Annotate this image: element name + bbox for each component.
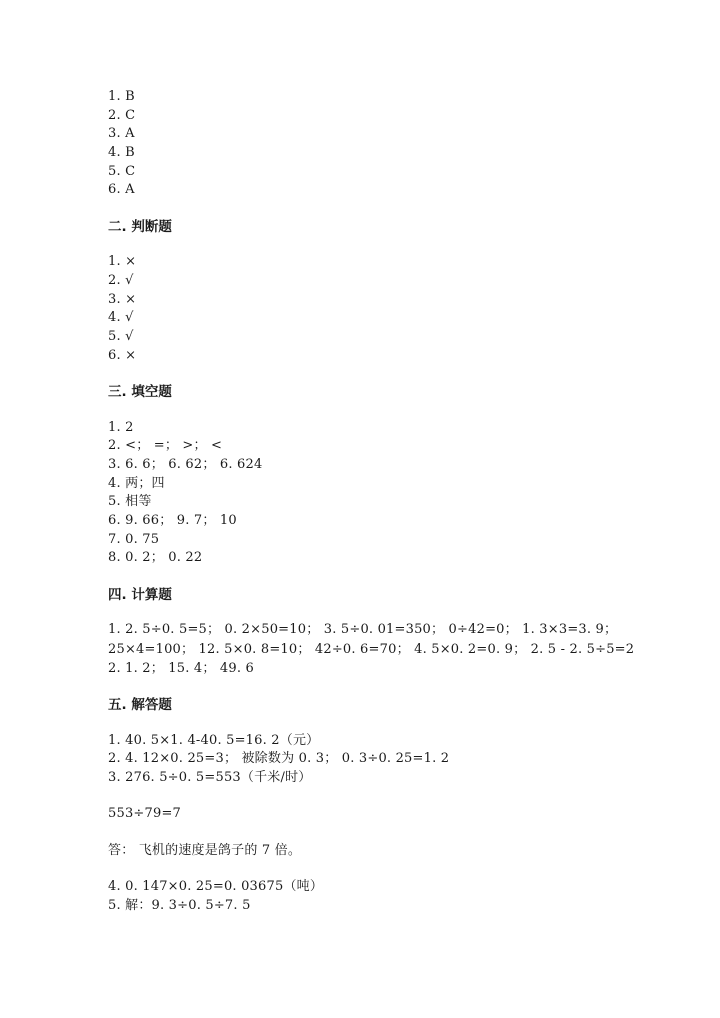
judgement-answer-4: 4. √ <box>108 310 134 325</box>
calc-answer-1-line2: 25×4=100； 12. 5×0. 8=10； 42÷0. 6=70； 4. 5×0. 2=0. 9； 2. 5 - 2. 5÷5=2 <box>108 642 635 657</box>
judgement-answer-6: 6. × <box>108 348 137 363</box>
fill-answer-8: 8. 0. 2； 0. 22 <box>108 550 203 565</box>
calc-answer-1-line1: 1. 2. 5÷0. 5=5； 0. 2×50=10； 3. 5÷0. 01=350； 0÷42=0； 1. 3×3=3. 9； <box>108 622 618 637</box>
section-title-fill-blank: 三. 填空题 <box>108 384 172 400</box>
choice-answer-3: 3. A <box>108 126 135 141</box>
judgement-answer-5: 5. √ <box>108 329 134 344</box>
problem-answer-1: 1. 40. 5×1. 4-40. 5=16. 2（元） <box>108 733 320 748</box>
judgement-answer-1: 1. × <box>108 254 137 269</box>
choice-answer-4: 4. B <box>108 145 135 160</box>
choice-answer-5: 5. C <box>108 164 136 179</box>
calc-answer-2: 2. 1. 2； 15. 4； 49. 6 <box>108 661 254 676</box>
section-title-word-problems: 五. 解答题 <box>108 697 172 713</box>
fill-answer-4: 4. 两；四 <box>108 476 165 491</box>
fill-answer-3: 3. 6. 6； 6. 62； 6. 624 <box>108 457 263 472</box>
fill-answer-7: 7. 0. 75 <box>108 532 160 547</box>
fill-answer-1: 1. 2 <box>108 420 134 435</box>
choice-answer-2: 2. C <box>108 108 136 123</box>
problem-answer-5: 5. 解：9. 3÷0. 5÷7. 5 <box>108 898 251 913</box>
choice-answer-1: 1. B <box>108 89 135 104</box>
problem-answer-3-conclusion: 答： 飞机的速度是鸽子的 7 倍。 <box>108 843 302 858</box>
judgement-answer-3: 3. × <box>108 292 137 307</box>
section-title-judgement: 二. 判断题 <box>108 219 172 235</box>
problem-answer-2: 2. 4. 12×0. 25=3； 被除数为 0. 3； 0. 3÷0. 25=1. 2 <box>108 751 450 766</box>
fill-answer-5: 5. 相等 <box>108 494 152 509</box>
problem-answer-3-step: 553÷79=7 <box>108 806 182 821</box>
section-title-calculation: 四. 计算题 <box>108 587 172 603</box>
problem-answer-4: 4. 0. 147×0. 25=0. 03675（吨） <box>108 879 324 894</box>
choice-answer-6: 6. A <box>108 182 135 197</box>
fill-answer-6: 6. 9. 66； 9. 7； 10 <box>108 513 237 528</box>
judgement-answer-2: 2. √ <box>108 273 134 288</box>
problem-answer-3: 3. 276. 5÷0. 5=553（千米/时） <box>108 770 312 785</box>
fill-answer-2: 2. <； =； >； < <box>108 438 223 453</box>
